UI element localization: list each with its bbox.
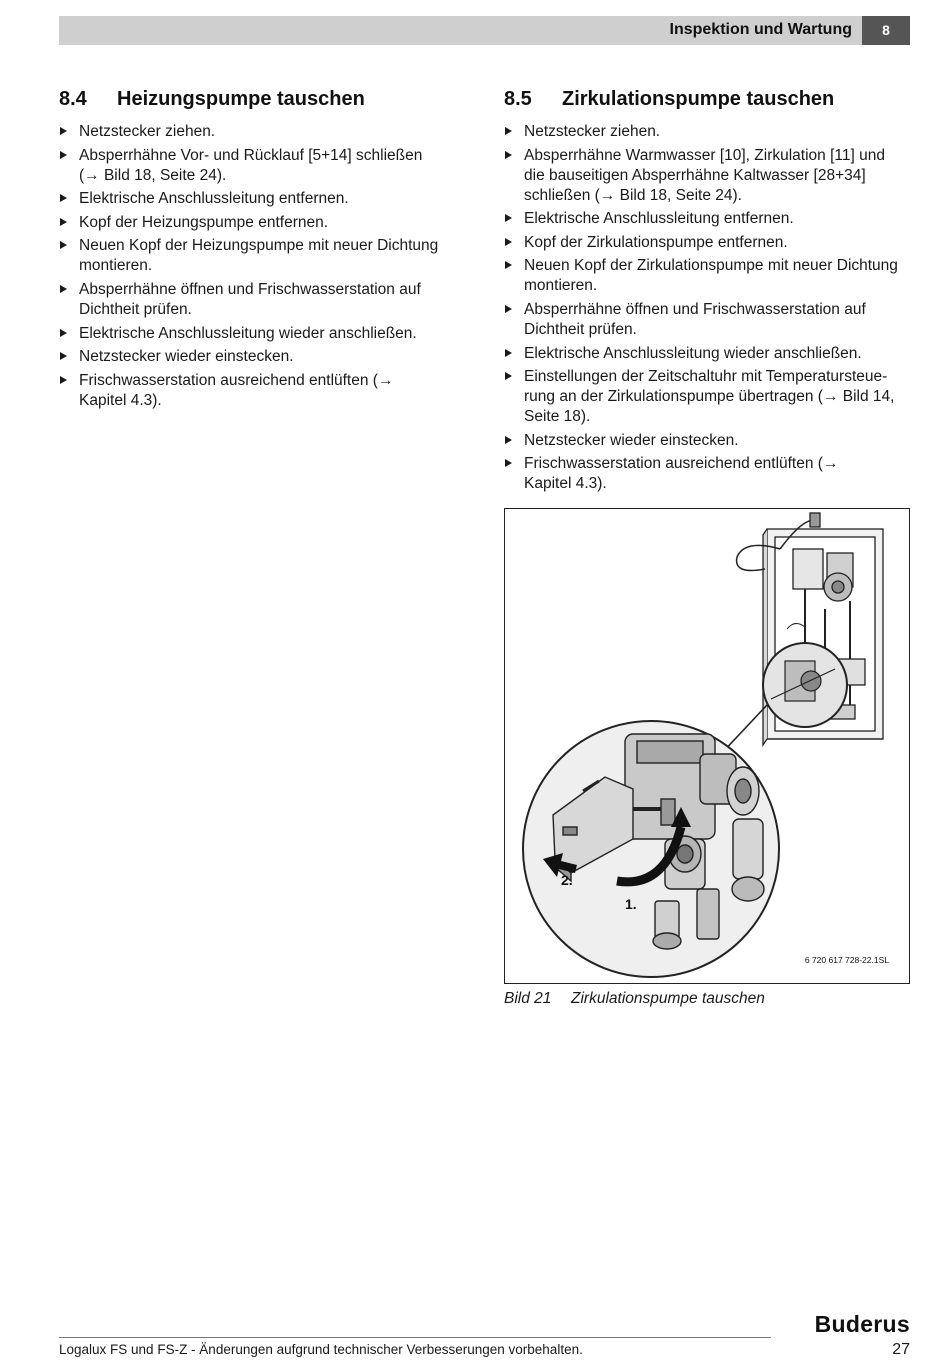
footer-note: Logalux FS und FS-Z - Änderungen aufgrund technischer Verbesserungen vorbehalten.: [59, 1342, 583, 1357]
step-item: [59, 324, 469, 344]
step-list: [504, 122, 914, 494]
step-line: Netzstecker ziehen.: [524, 123, 661, 140]
step-1-label: 1.: [625, 896, 637, 912]
step-line: Netzstecker wieder einstecken.: [79, 348, 294, 366]
pump-illustration: [505, 509, 909, 983]
step-item: [59, 236, 469, 276]
figure-caption: [504, 990, 765, 1008]
step-item: [504, 209, 914, 229]
step-item: [59, 146, 469, 186]
step-line: Netzstecker wieder einstecken.: [524, 431, 739, 449]
step-line: Kopf der Heizungspumpe entfernen.: [79, 213, 329, 231]
bullet-triangle-icon: [60, 218, 67, 226]
step-item: [59, 189, 469, 209]
figure-pump-replacement: [504, 508, 910, 984]
detail-circle-large: [523, 721, 779, 977]
step-item: [504, 344, 914, 364]
figure-code: 6 720 617 728-22.1SL: [804, 955, 889, 965]
step-line: Kapitel 4.3).: [524, 475, 607, 493]
section-title: Zirkulationspumpe tauschen: [562, 88, 835, 110]
step-line: Neuen Kopf der Zirkulationspumpe mit neuer Dichtung: [524, 257, 898, 275]
step-item: [504, 431, 914, 451]
step-line: Elektrische Anschlussleitung wieder anschließen.: [524, 344, 862, 362]
figure-caption-number: Bild 21: [504, 990, 552, 1007]
bullet-triangle-icon: [505, 349, 512, 357]
header-bar: [59, 16, 862, 45]
bullet-triangle-icon: [505, 436, 512, 444]
step-line: montieren.: [524, 277, 598, 295]
section-number: 8.5: [504, 88, 532, 110]
step-item: [504, 233, 914, 253]
step-item: [504, 367, 914, 427]
step-line: Dichtheit prüfen.: [524, 320, 637, 338]
bullet-triangle-icon: [60, 376, 67, 384]
step-list: [59, 122, 469, 411]
step-line: Kapitel 4.3).: [79, 391, 162, 409]
step-line: (→ Bild 18, Seite 24).: [79, 166, 227, 184]
step-item: [59, 122, 469, 142]
step-line: Absperrhähne Warmwasser [10], Zirkulation [11] und: [524, 146, 885, 164]
bullet-triangle-icon: [505, 261, 512, 269]
step-item: [59, 213, 469, 233]
detail-circle-small: [763, 643, 847, 727]
chapter-number: 8: [862, 16, 910, 45]
step-line: Absperrhähne öffnen und Frischwasserstation auf: [524, 300, 866, 318]
page-number: 27: [892, 1341, 910, 1358]
step-line: Netzstecker ziehen.: [79, 123, 216, 140]
step-item: [504, 300, 914, 340]
bullet-triangle-icon: [505, 459, 512, 467]
step-2-label: 2.: [561, 872, 573, 888]
section-heading: [504, 88, 914, 114]
bullet-triangle-icon: [60, 352, 67, 360]
header-title: Inspektion und Wartung: [669, 21, 852, 38]
bullet-triangle-icon: [505, 305, 512, 313]
step-line: Absperrhähne Vor- und Rücklauf [5+14] schließen: [79, 146, 423, 164]
step-item: [59, 371, 469, 411]
brand-logo: Buderus: [814, 1311, 910, 1337]
step-line: Dichtheit prüfen.: [79, 300, 192, 318]
section-title: Heizungspumpe tauschen: [117, 88, 365, 110]
bullet-triangle-icon: [60, 241, 67, 249]
step-line: Elektrische Anschlussleitung wieder anschließen.: [79, 324, 417, 342]
step-line: Frischwasserstation ausreichend entlüften (→: [79, 371, 394, 389]
bullet-triangle-icon: [505, 372, 512, 380]
step-line: Frischwasserstation ausreichend entlüften (→: [524, 455, 839, 473]
step-line: schließen (→ Bild 18, Seite 24).: [524, 186, 742, 204]
step-item: [504, 146, 914, 206]
bullet-triangle-icon: [505, 151, 512, 159]
step-line: montieren.: [79, 257, 153, 275]
step-line: rung an der Zirkulationspumpe übertragen (→ Bild 14,: [524, 388, 895, 406]
bullet-triangle-icon: [60, 285, 67, 293]
bullet-triangle-icon: [60, 329, 67, 337]
footer-divider: [59, 1337, 771, 1338]
bullet-triangle-icon: [505, 127, 512, 135]
step-line: die bauseitigen Absperrhähne Kaltwasser [28+34]: [524, 166, 866, 184]
step-line: Elektrische Anschlussleitung entfernen.: [79, 190, 349, 208]
figure-caption-text: Zirkulationspumpe tauschen: [571, 990, 765, 1007]
section-heizungspumpe: [59, 88, 469, 414]
section-zirkulationspumpe: [504, 88, 914, 498]
bullet-triangle-icon: [60, 194, 67, 202]
step-line: Seite 18).: [524, 408, 591, 426]
bullet-triangle-icon: [60, 151, 67, 159]
step-line: Elektrische Anschlussleitung entfernen.: [524, 210, 794, 228]
step-item: [504, 256, 914, 296]
step-line: Neuen Kopf der Heizungspumpe mit neuer Dichtung: [79, 237, 439, 255]
step-item: [59, 280, 469, 320]
step-item: [504, 122, 914, 142]
bullet-triangle-icon: [505, 238, 512, 246]
step-line: Kopf der Zirkulationspumpe entfernen.: [524, 233, 788, 251]
section-heading: [59, 88, 469, 114]
section-number: 8.4: [59, 88, 87, 110]
step-item: [59, 347, 469, 367]
step-line: Einstellungen der Zeitschaltuhr mit Temperatursteue-: [524, 368, 888, 386]
step-line: Absperrhähne öffnen und Frischwasserstation auf: [79, 280, 421, 298]
bullet-triangle-icon: [60, 127, 67, 135]
step-item: [504, 454, 914, 494]
bullet-triangle-icon: [505, 214, 512, 222]
